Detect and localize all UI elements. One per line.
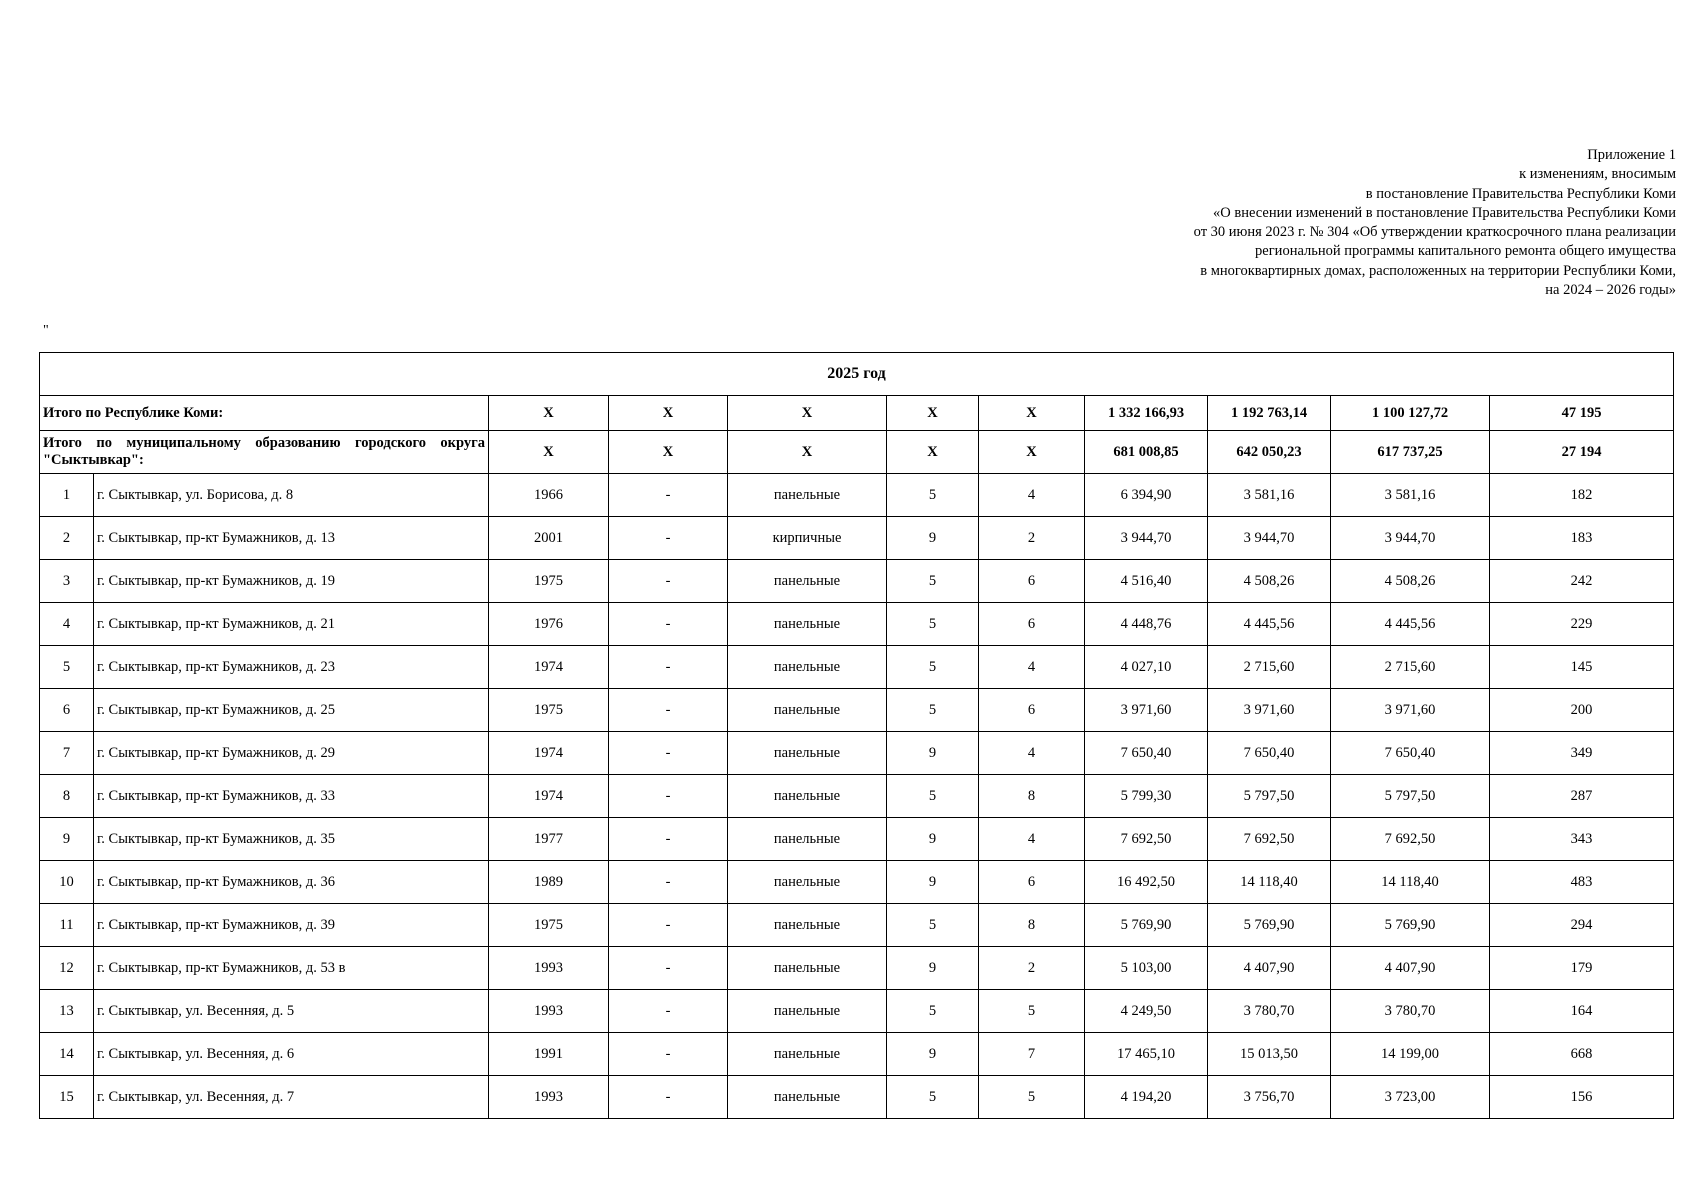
entrances-count: 6: [979, 689, 1085, 732]
cell: 17 465,10: [1085, 1033, 1208, 1076]
cell: Х: [489, 431, 609, 474]
cell: 5 797,50: [1331, 775, 1490, 818]
cell: 3 971,60: [1331, 689, 1490, 732]
cell: -: [609, 861, 728, 904]
entrances-count: 4: [979, 646, 1085, 689]
cell: 200: [1490, 689, 1674, 732]
cell: 4 516,40: [1085, 560, 1208, 603]
table-row: [40, 474, 1674, 517]
cell: -: [609, 1076, 728, 1119]
cell: 2 715,60: [1208, 646, 1331, 689]
cell: 5 769,90: [1331, 904, 1490, 947]
build-year: 1993: [489, 947, 609, 990]
cell: -: [609, 947, 728, 990]
cell: Х: [609, 396, 728, 431]
table-row: [40, 603, 1674, 646]
cell: 16 492,50: [1085, 861, 1208, 904]
house-address: г. Сыктывкар, ул. Весенняя, д. 5: [94, 990, 489, 1033]
floors-count: 5: [887, 646, 979, 689]
table-row: [40, 990, 1674, 1033]
cell: 229: [1490, 603, 1674, 646]
entrances-count: 2: [979, 947, 1085, 990]
total-komi-label: Итого по Республике Коми:: [40, 396, 489, 431]
build-year: 1991: [489, 1033, 609, 1076]
cell: 7 650,40: [1208, 732, 1331, 775]
cell: 343: [1490, 818, 1674, 861]
entrances-count: 6: [979, 603, 1085, 646]
build-year: 1975: [489, 560, 609, 603]
wall-material: панельные: [728, 818, 887, 861]
appendix-header: [1194, 146, 1676, 300]
cell: 7 692,50: [1085, 818, 1208, 861]
cell: 3 581,16: [1331, 474, 1490, 517]
build-year: 1966: [489, 474, 609, 517]
entrances-count: 8: [979, 775, 1085, 818]
cell: -: [609, 689, 728, 732]
table-row: [40, 1076, 1674, 1119]
cell: 681 008,85: [1085, 431, 1208, 474]
cell: 483: [1490, 861, 1674, 904]
floors-count: 9: [887, 947, 979, 990]
wall-material: панельные: [728, 861, 887, 904]
floors-count: 9: [887, 818, 979, 861]
appendix-line: к изменениям, вносимым: [1519, 166, 1676, 183]
floors-count: 5: [887, 990, 979, 1033]
cell: 3 971,60: [1208, 689, 1331, 732]
row-number: 14: [40, 1033, 94, 1076]
wall-material: панельные: [728, 990, 887, 1033]
cell: 3 581,16: [1208, 474, 1331, 517]
cell: 287: [1490, 775, 1674, 818]
cell: 6 394,90: [1085, 474, 1208, 517]
table-row: [40, 560, 1674, 603]
build-year: 1993: [489, 1076, 609, 1119]
row-number: 9: [40, 818, 94, 861]
row-number: 4: [40, 603, 94, 646]
total-municipality-label: Итого по муниципальному образованию городского округа "Сыктывкар":: [40, 431, 489, 474]
floors-count: 5: [887, 689, 979, 732]
appendix-line: на 2024 – 2026 годы»: [1545, 282, 1676, 299]
appendix-line: Приложение 1: [1587, 147, 1676, 163]
cell: 5 797,50: [1208, 775, 1331, 818]
build-year: 1977: [489, 818, 609, 861]
cell: 4 194,20: [1085, 1076, 1208, 1119]
appendix-line: в постановление Правительства Республики Коми: [1365, 185, 1676, 202]
cell: 156: [1490, 1076, 1674, 1119]
cell: 183: [1490, 517, 1674, 560]
cell: 3 780,70: [1331, 990, 1490, 1033]
cell: 1 192 763,14: [1208, 396, 1331, 431]
floors-count: 5: [887, 603, 979, 646]
row-number: 3: [40, 560, 94, 603]
table-row: [40, 861, 1674, 904]
cell: 3 971,60: [1085, 689, 1208, 732]
repair-plan-table: [39, 352, 1674, 1119]
cell: Х: [609, 431, 728, 474]
total-komi-row: [40, 396, 1674, 431]
appendix-line: региональной программы капитального ремонта общего имущества: [1255, 243, 1676, 260]
cell: 242: [1490, 560, 1674, 603]
cell: -: [609, 646, 728, 689]
cell: 4 407,90: [1208, 947, 1331, 990]
cell: Х: [728, 396, 887, 431]
table-row: [40, 1033, 1674, 1076]
cell: 27 194: [1490, 431, 1674, 474]
floors-count: 9: [887, 1033, 979, 1076]
build-year: 1989: [489, 861, 609, 904]
row-number: 5: [40, 646, 94, 689]
table-row: [40, 732, 1674, 775]
house-address: г. Сыктывкар, пр-кт Бумажников, д. 23: [94, 646, 489, 689]
cell: 4 027,10: [1085, 646, 1208, 689]
row-number: 1: [40, 474, 94, 517]
opening-quote: ": [43, 323, 49, 338]
wall-material: кирпичные: [728, 517, 887, 560]
cell: 294: [1490, 904, 1674, 947]
cell: 4 445,56: [1208, 603, 1331, 646]
entrances-count: 5: [979, 1076, 1085, 1119]
cell: 4 508,26: [1331, 560, 1490, 603]
cell: 3 944,70: [1085, 517, 1208, 560]
floors-count: 9: [887, 732, 979, 775]
table-row: [40, 947, 1674, 990]
row-number: 10: [40, 861, 94, 904]
cell: Х: [979, 396, 1085, 431]
wall-material: панельные: [728, 646, 887, 689]
table-row: [40, 646, 1674, 689]
row-number: 15: [40, 1076, 94, 1119]
cell: -: [609, 474, 728, 517]
floors-count: 9: [887, 861, 979, 904]
cell: 1 100 127,72: [1331, 396, 1490, 431]
cell: 4 407,90: [1331, 947, 1490, 990]
entrances-count: 8: [979, 904, 1085, 947]
cell: -: [609, 517, 728, 560]
cell: -: [609, 990, 728, 1033]
build-year: 1993: [489, 990, 609, 1033]
row-number: 12: [40, 947, 94, 990]
house-address: г. Сыктывкар, пр-кт Бумажников, д. 19: [94, 560, 489, 603]
entrances-count: 7: [979, 1033, 1085, 1076]
cell: -: [609, 1033, 728, 1076]
house-address: г. Сыктывкар, пр-кт Бумажников, д. 33: [94, 775, 489, 818]
cell: 5 769,90: [1208, 904, 1331, 947]
entrances-count: 4: [979, 818, 1085, 861]
cell: 179: [1490, 947, 1674, 990]
row-number: 8: [40, 775, 94, 818]
cell: -: [609, 603, 728, 646]
cell: 1 332 166,93: [1085, 396, 1208, 431]
cell: 5 769,90: [1085, 904, 1208, 947]
cell: 668: [1490, 1033, 1674, 1076]
cell: 4 508,26: [1208, 560, 1331, 603]
cell: 3 944,70: [1331, 517, 1490, 560]
year-heading: 2025 год: [40, 353, 1674, 396]
entrances-count: 4: [979, 474, 1085, 517]
year-row: [40, 353, 1674, 396]
cell: 3 944,70: [1208, 517, 1331, 560]
cell: Х: [728, 431, 887, 474]
appendix-line: в многоквартирных домах, расположенных на территории Республики Коми,: [1200, 262, 1676, 279]
house-address: г. Сыктывкар, пр-кт Бумажников, д. 35: [94, 818, 489, 861]
cell: 7 692,50: [1331, 818, 1490, 861]
appendix-line: от 30 июня 2023 г. № 304 «Об утверждении краткосрочного плана реализации: [1193, 224, 1676, 241]
cell: 4 448,76: [1085, 603, 1208, 646]
row-number: 7: [40, 732, 94, 775]
cell: 5 103,00: [1085, 947, 1208, 990]
house-address: г. Сыктывкар, пр-кт Бумажников, д. 39: [94, 904, 489, 947]
wall-material: панельные: [728, 732, 887, 775]
floors-count: 5: [887, 1076, 979, 1119]
cell: 145: [1490, 646, 1674, 689]
cell: -: [609, 904, 728, 947]
cell: Х: [887, 396, 979, 431]
floors-count: 5: [887, 904, 979, 947]
cell: 14 118,40: [1208, 861, 1331, 904]
cell: 4 249,50: [1085, 990, 1208, 1033]
table-row: [40, 775, 1674, 818]
house-address: г. Сыктывкар, ул. Весенняя, д. 6: [94, 1033, 489, 1076]
cell: -: [609, 818, 728, 861]
cell: 3 780,70: [1208, 990, 1331, 1033]
build-year: 1974: [489, 732, 609, 775]
cell: 14 199,00: [1331, 1033, 1490, 1076]
appendix-line: «О внесении изменений в постановление Правительства Республики Коми: [1213, 204, 1676, 221]
floors-count: 5: [887, 560, 979, 603]
build-year: 1976: [489, 603, 609, 646]
house-address: г. Сыктывкар, пр-кт Бумажников, д. 13: [94, 517, 489, 560]
cell: Х: [887, 431, 979, 474]
house-address: г. Сыктывкар, пр-кт Бумажников, д. 21: [94, 603, 489, 646]
cell: 15 013,50: [1208, 1033, 1331, 1076]
cell: -: [609, 732, 728, 775]
total-municipality-row: [40, 431, 1674, 474]
table-row: [40, 689, 1674, 732]
cell: 7 650,40: [1085, 732, 1208, 775]
house-address: г. Сыктывкар, пр-кт Бумажников, д. 29: [94, 732, 489, 775]
wall-material: панельные: [728, 1033, 887, 1076]
row-number: 11: [40, 904, 94, 947]
cell: 5 799,30: [1085, 775, 1208, 818]
house-address: г. Сыктывкар, ул. Борисова, д. 8: [94, 474, 489, 517]
cell: 617 737,25: [1331, 431, 1490, 474]
wall-material: панельные: [728, 775, 887, 818]
wall-material: панельные: [728, 474, 887, 517]
build-year: 1975: [489, 904, 609, 947]
build-year: 2001: [489, 517, 609, 560]
house-address: г. Сыктывкар, ул. Весенняя, д. 7: [94, 1076, 489, 1119]
wall-material: панельные: [728, 560, 887, 603]
cell: 349: [1490, 732, 1674, 775]
wall-material: панельные: [728, 904, 887, 947]
build-year: 1975: [489, 689, 609, 732]
entrances-count: 6: [979, 560, 1085, 603]
wall-material: панельные: [728, 603, 887, 646]
cell: -: [609, 775, 728, 818]
row-number: 13: [40, 990, 94, 1033]
cell: 642 050,23: [1208, 431, 1331, 474]
cell: 4 445,56: [1331, 603, 1490, 646]
cell: 182: [1490, 474, 1674, 517]
row-number: 6: [40, 689, 94, 732]
wall-material: панельные: [728, 1076, 887, 1119]
floors-count: 5: [887, 775, 979, 818]
cell: -: [609, 560, 728, 603]
floors-count: 5: [887, 474, 979, 517]
table-row: [40, 904, 1674, 947]
build-year: 1974: [489, 646, 609, 689]
entrances-count: 6: [979, 861, 1085, 904]
entrances-count: 4: [979, 732, 1085, 775]
cell: 3 723,00: [1331, 1076, 1490, 1119]
house-address: г. Сыктывкар, пр-кт Бумажников, д. 25: [94, 689, 489, 732]
cell: 14 118,40: [1331, 861, 1490, 904]
cell: 47 195: [1490, 396, 1674, 431]
cell: 2 715,60: [1331, 646, 1490, 689]
table-row: [40, 517, 1674, 560]
build-year: 1974: [489, 775, 609, 818]
cell: Х: [489, 396, 609, 431]
floors-count: 9: [887, 517, 979, 560]
cell: 164: [1490, 990, 1674, 1033]
table-row: [40, 818, 1674, 861]
house-address: г. Сыктывкар, пр-кт Бумажников, д. 36: [94, 861, 489, 904]
cell: Х: [979, 431, 1085, 474]
cell: 3 756,70: [1208, 1076, 1331, 1119]
wall-material: панельные: [728, 689, 887, 732]
wall-material: панельные: [728, 947, 887, 990]
cell: 7 650,40: [1331, 732, 1490, 775]
house-address: г. Сыктывкар, пр-кт Бумажников, д. 53 в: [94, 947, 489, 990]
row-number: 2: [40, 517, 94, 560]
cell: 7 692,50: [1208, 818, 1331, 861]
entrances-count: 2: [979, 517, 1085, 560]
entrances-count: 5: [979, 990, 1085, 1033]
